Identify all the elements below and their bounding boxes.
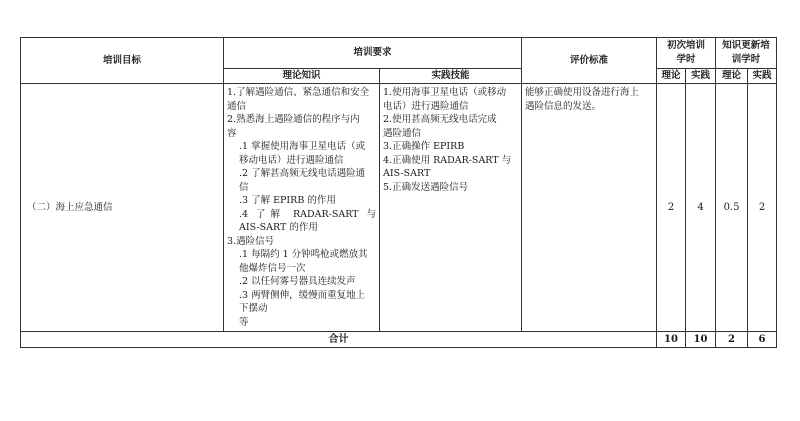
refresh-practice-hours: 2 — [748, 84, 777, 332]
header-requirements: 培训要求 — [224, 38, 522, 69]
refresh-theory-hours: 0.5 — [716, 84, 748, 332]
total-row — [21, 332, 777, 348]
theory-line: 容 — [227, 127, 237, 139]
header-theory-knowledge: 理论知识 — [224, 69, 380, 84]
header-refresh-practice: 实践 — [748, 69, 777, 84]
goal-cell: （二）海上应急通信 — [21, 84, 224, 332]
total-refresh-practice: 6 — [748, 332, 777, 348]
theory-line: 等 — [239, 316, 249, 328]
skill-line: 电话）进行遇险通信 — [383, 100, 469, 112]
total-initial-theory: 10 — [657, 332, 686, 348]
theory-line: .4 了解 RADAR-SART 与 — [239, 208, 376, 220]
header-goal: 培训目标 — [21, 38, 224, 84]
theory-line: .3 了解 EPIRB 的作用 — [239, 195, 336, 206]
header-initial-practice: 实践 — [686, 69, 716, 84]
table-row — [21, 84, 777, 332]
initial-theory-hours: 2 — [657, 84, 686, 332]
theory-line: .2 了解甚高频无线电话遇险通 — [239, 168, 366, 179]
total-initial-practice: 10 — [686, 332, 716, 348]
header-refresh-hours: 知识更新培训学时 — [716, 38, 777, 69]
theory-line: 下摆动 — [239, 303, 268, 314]
skill-line: 2.使用甚高频无线电话完成 — [383, 114, 497, 125]
theory-line: 他爆炸信号一次 — [239, 262, 306, 274]
evaluation-line: 能够正确使用设备进行海上 — [525, 87, 640, 98]
header-practical-skills: 实践技能 — [380, 69, 522, 84]
skill-line: 遇险通信 — [383, 127, 422, 139]
header-evaluation: 评价标准 — [522, 38, 657, 84]
skill-line: 1.使用海事卫星电话（或移动 — [383, 87, 507, 98]
total-label: 合计 — [21, 332, 657, 348]
theory-line: .1 掌握使用海事卫星电话（或 — [239, 141, 366, 152]
theory-line: 通信 — [227, 100, 247, 112]
skill-line: 3.正确操作 EPIRB — [383, 141, 465, 152]
theory-line: .2 以任何雾号器具连续发声 — [239, 276, 356, 287]
theory-line: 2.熟悉海上遇险通信的程序与内 — [227, 114, 360, 125]
header-refresh-theory: 理论 — [716, 69, 748, 84]
theory-line: .1 每隔约 1 分钟鸣枪或燃放其 — [239, 249, 368, 260]
header-initial-hours: 初次培训学时 — [657, 38, 716, 69]
theory-line: 移动电话）进行遇险通信 — [239, 154, 344, 166]
evaluation-line: 遇险信息的发送。 — [525, 100, 602, 112]
skill-line: 4.正确使用 RADAR-SART 与 — [383, 154, 512, 166]
theory-line: 信 — [239, 181, 249, 193]
practical-skills-cell — [380, 84, 522, 332]
training-table — [20, 37, 777, 348]
initial-practice-hours: 4 — [686, 84, 716, 332]
theory-line: 3.遇险信号 — [227, 235, 275, 247]
header-initial-theory: 理论 — [657, 69, 686, 84]
theory-line: AIS-SART 的作用 — [239, 222, 318, 233]
theory-knowledge-cell — [224, 84, 380, 332]
total-refresh-theory: 2 — [716, 332, 748, 348]
theory-line: .3 两臂侧伸，缓慢而重复地上 — [239, 289, 366, 301]
skill-line: 5.正确发送遇险信号 — [383, 181, 469, 193]
theory-line: 1.了解遇险通信、紧急通信和安全 — [227, 87, 370, 98]
evaluation-cell — [522, 84, 657, 332]
skill-line: AIS-SART — [383, 168, 431, 179]
